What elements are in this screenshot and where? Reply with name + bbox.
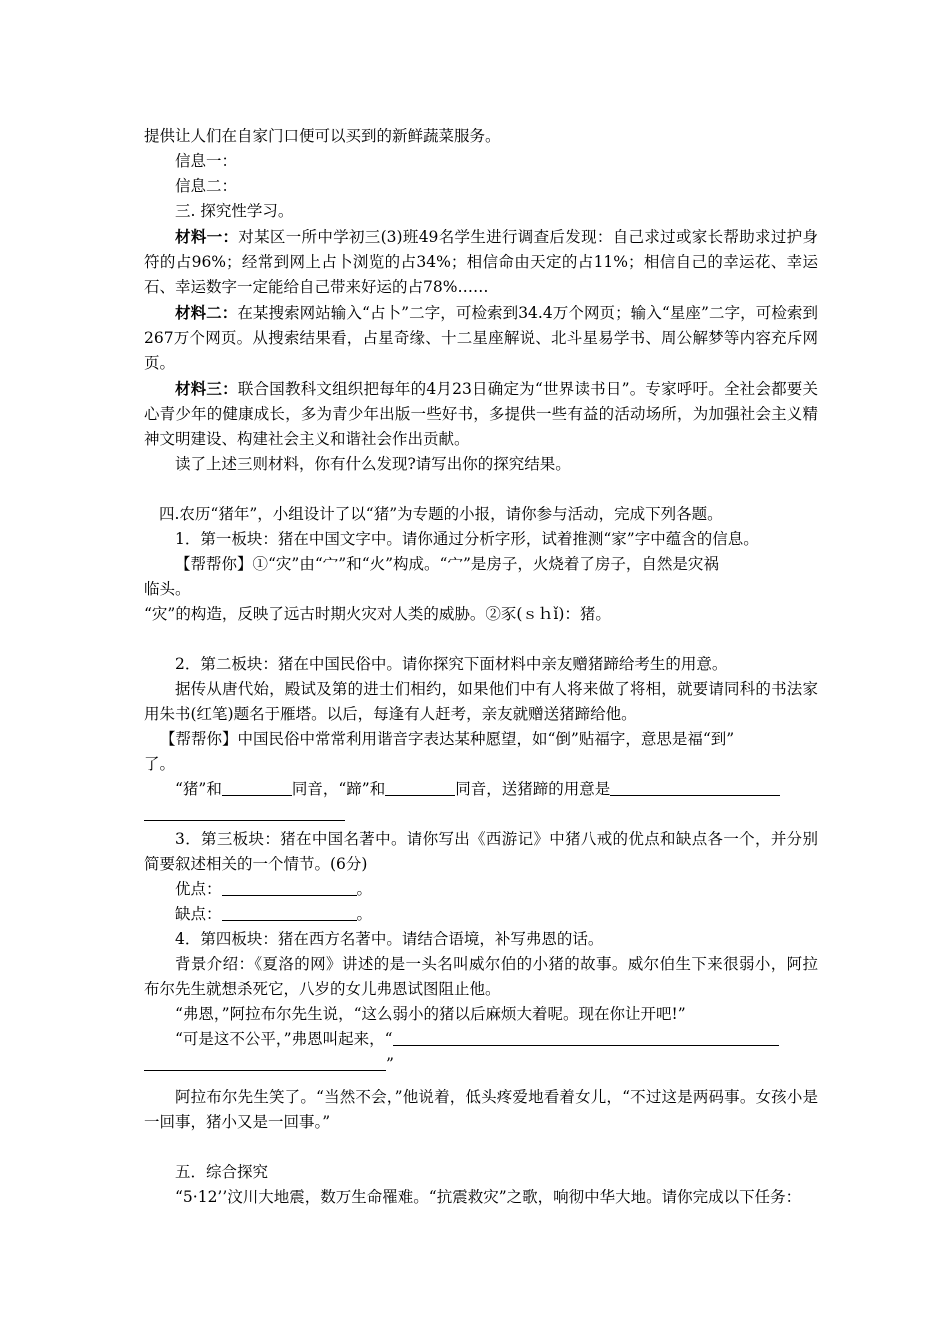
block-2-prompt: 2．第二板块：猪在中国民俗中。请你探究下面材料中亲友赠猪蹄给考生的用意。 <box>175 655 728 673</box>
question-3: 读了上述三则材料，你有什么发现?请写出你的探究结果。 <box>175 455 571 473</box>
paragraph: 提供让人们在自家门口便可以买到的新鲜蔬菜服务。 <box>144 127 501 145</box>
material-three <box>144 376 818 452</box>
fill-label-2: 同音，“蹄”和 <box>291 780 386 798</box>
fern-answer-blank[interactable] <box>393 1029 779 1046</box>
fill-label-3: 同音，送猪蹄的用意是 <box>455 780 611 798</box>
con-period: 。 <box>356 905 373 923</box>
answer-blank[interactable] <box>222 779 292 796</box>
dialogue-reply: 阿拉布尔先生笑了。“当然不会，”他说着，低头疼爱地看着女儿，“不过这是两码事。女孩小是一回事，猪小又是一回事。” <box>144 1088 818 1131</box>
fern-answer-continued <box>144 1052 818 1077</box>
info-two: 信息二： <box>175 177 238 195</box>
section-4-heading: 四.农历“猪年”，小组设计了以“猪”为专题的小报，请你参与活动，完成下列各题。 <box>159 505 723 523</box>
document-body <box>144 124 818 1210</box>
dialogue-father: “弗恩，”阿拉布尔先生说，“这么弱小的猪以后麻烦大着呢。现在你让开吧!” <box>175 1005 686 1023</box>
block-2-material: 据传从唐代始，殿试及第的进士们相约，如果他们中有人将来做了将相，就要请同科的书法家用朱书(红笔)题名于雁塔。以后，每逢有人赶考，亲友就赠送猪蹄给他。 <box>144 680 818 723</box>
material-three-text: 联合国教科文组织把每年的4月23日确定为“世界读书日”。专家呼吁。全社会都要关心青少年的健康成长，多为青少年出版一些好书，多提供一些有益的活动场所，为加强社会主义精神文明建设、构建社会主义和谐社会作出贡献。 <box>144 380 818 448</box>
material-one-text: 对某区一所中学初三(3)班49名学生进行调查后发现：自己求过或家长帮助求过护身符的占96%；经常到网上占卜浏览的占34%；相信命由天定的占11%；相信自己的幸运花、幸运石、幸运数字一定能给自己带来好运的占78%…… <box>144 228 818 296</box>
block-3-prompt: 3．第三板块：猪在中国名著中。请你写出《西游记》中猪八戒的优点和缺点各一个，并分别简要叙述相关的一个情节。(6分) <box>144 830 818 873</box>
section-5-prompt: “5·12’’汶川大地震，数万生命罹难。“抗震救灾”之歌，响彻中华大地。请你完成以下任务： <box>175 1188 802 1206</box>
pro-blank[interactable] <box>222 879 357 896</box>
pro-line <box>144 877 818 902</box>
con-blank[interactable] <box>222 904 357 921</box>
background-intro: 背景介绍：《夏洛的网》讲述的是一头名叫威尔伯的小猪的故事。威尔伯生下来很弱小，阿拉布尔先生就想杀死它，八岁的女儿弗恩试图阻止他。 <box>144 955 818 998</box>
answer-blank[interactable] <box>610 779 780 796</box>
pro-label: 优点： <box>175 880 222 898</box>
answer-line[interactable] <box>144 802 818 827</box>
block-1-prompt: 1．第一板块：猪在中国文字中。请你通过分析字形，试着推测“家”字中蕴含的信息。 <box>175 530 759 548</box>
material-one-label: 材料一： <box>175 227 239 246</box>
material-two-label: 材料二： <box>175 303 238 322</box>
help-2-line-b: 了。 <box>144 755 176 773</box>
help-1-line-c: “灾”的构造，反映了远古时期火灾对人类的威胁。②豕(ｓｈǐ)：猪。 <box>144 605 611 623</box>
fill-label-1: “猪”和 <box>175 780 222 798</box>
dialogue-fern <box>144 1027 818 1052</box>
help-2-line-a: 【帮帮你】中国民俗中常常利用谐音字表达某种愿望，如“倒”贴福字，意思是福“到” <box>160 730 735 748</box>
section-5-heading: 五．综合探究 <box>175 1163 269 1181</box>
help-1-line-b: 临头。 <box>144 580 191 598</box>
material-two <box>144 300 818 376</box>
material-one <box>144 224 818 300</box>
pro-period: 。 <box>356 880 373 898</box>
block-4-prompt: 4．第四板块：猪在西方名著中。请结合语境，补写弗恩的话。 <box>175 930 604 948</box>
material-two-text: 在某搜索网站输入“占卜”二字，可检索到34.4万个网页；输入“星座”二字，可检索到267万个网页。从搜索结果看，占星奇缘、十二星座解说、北斗星易学书、周公解梦等内容充斥网页。 <box>144 304 818 372</box>
con-line <box>144 902 818 927</box>
info-one: 信息一： <box>175 152 238 170</box>
material-three-label: 材料三： <box>175 379 238 398</box>
closing-quote: ” <box>386 1055 394 1073</box>
dialogue-fern-text: “可是这不公平，”弗恩叫起来，“ <box>175 1030 393 1048</box>
fern-answer-blank-2[interactable] <box>144 1054 386 1071</box>
con-label: 缺点： <box>175 905 222 923</box>
section-3-heading: 三. 探究性学习。 <box>175 202 294 220</box>
help-1-line-a: 【帮帮你】①“灾”由“宀”和“火”构成。“宀”是房子，火烧着了房子，自然是灾祸 <box>175 555 719 573</box>
answer-blank[interactable] <box>385 779 455 796</box>
fill-in-line <box>144 777 818 802</box>
